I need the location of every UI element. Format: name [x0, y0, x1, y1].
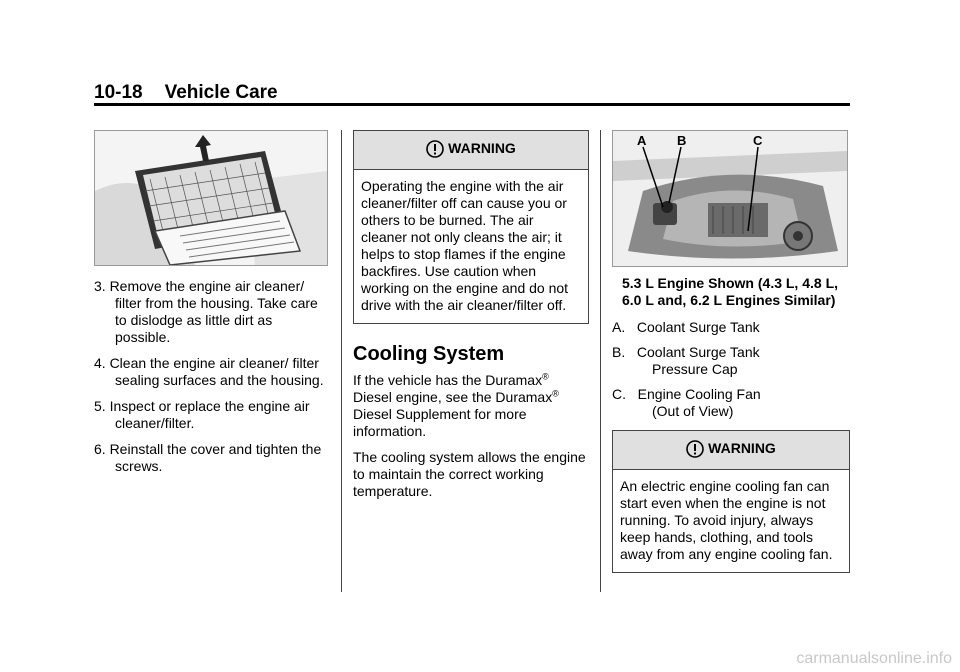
warning-body: An electric engine cooling fan can start even when the engine is not running. To avoid injury, always keep hands, clothing, and tools away from any engine cooling fan. [620, 478, 833, 562]
registered-mark: ® [542, 371, 549, 382]
step-3: 3. Remove the engine air cleaner/ filter from the housing. Take care to dislodge as little dirt as possible. [94, 278, 318, 345]
warning-box-air-cleaner [353, 130, 589, 324]
step-6: 6. Reinstall the cover and tighten the screws. [94, 441, 322, 474]
column-1 [94, 130, 328, 484]
page-header [94, 82, 278, 104]
warning-title: WARNING [448, 140, 516, 156]
step-4: 4. Clean the engine air cleaner/ filter sealing surfaces and the housing. [94, 355, 324, 388]
engine-compartment-illustration [612, 130, 848, 267]
warning-header [354, 131, 588, 170]
column-3 [612, 130, 850, 573]
page-number: 10-18 [94, 82, 143, 103]
figure-caption: 5.3 L Engine Shown (4.3 L, 4.8 L, 6.0 L and, 6.2 L Engines Similar) [622, 275, 839, 308]
column-divider-1 [341, 130, 342, 592]
watermark: carmanualsonline.info [796, 650, 952, 667]
step-5: 5. Inspect or replace the engine air cleaner/filter. [94, 398, 310, 431]
warning-header [613, 431, 849, 470]
section-title: Vehicle Care [164, 82, 278, 103]
cooling-paragraph: The cooling system allows the engine to maintain the correct working temperature. [353, 449, 586, 499]
warning-icon [426, 140, 444, 162]
warning-title: WARNING [708, 440, 776, 456]
figure-label-c: C [753, 133, 763, 148]
column-divider-2 [600, 130, 601, 592]
warning-box-cooling-fan [612, 430, 850, 573]
legend-item-b: B. Coolant Surge Tank Pressure Cap [612, 344, 760, 377]
figure-label-a: A [637, 133, 647, 148]
warning-body: Operating the engine with the air cleaner/filter off can cause you or others to be burned. The air cleaner not only cleans the air; it helps to stop flames if the engine backfires. Use caution when working on the engine and do not drive with the air cleaner/filter off. [361, 178, 569, 313]
legend-item-a: A. Coolant Surge Tank [612, 319, 760, 335]
air-filter-removal-illustration [94, 130, 328, 266]
step-list [94, 278, 328, 475]
column-2 [353, 130, 589, 509]
figure-label-b: B [677, 133, 687, 148]
cooling-system-heading: Cooling System [353, 343, 505, 365]
legend-item-c: C. Engine Cooling Fan (Out of View) [612, 386, 761, 419]
registered-mark: ® [552, 388, 559, 399]
header-rule [94, 103, 850, 106]
warning-icon [686, 440, 704, 462]
duramax-paragraph: If the vehicle has the Duramax® Diesel engine, see the Duramax® Diesel Supplement for more information. [353, 371, 559, 439]
